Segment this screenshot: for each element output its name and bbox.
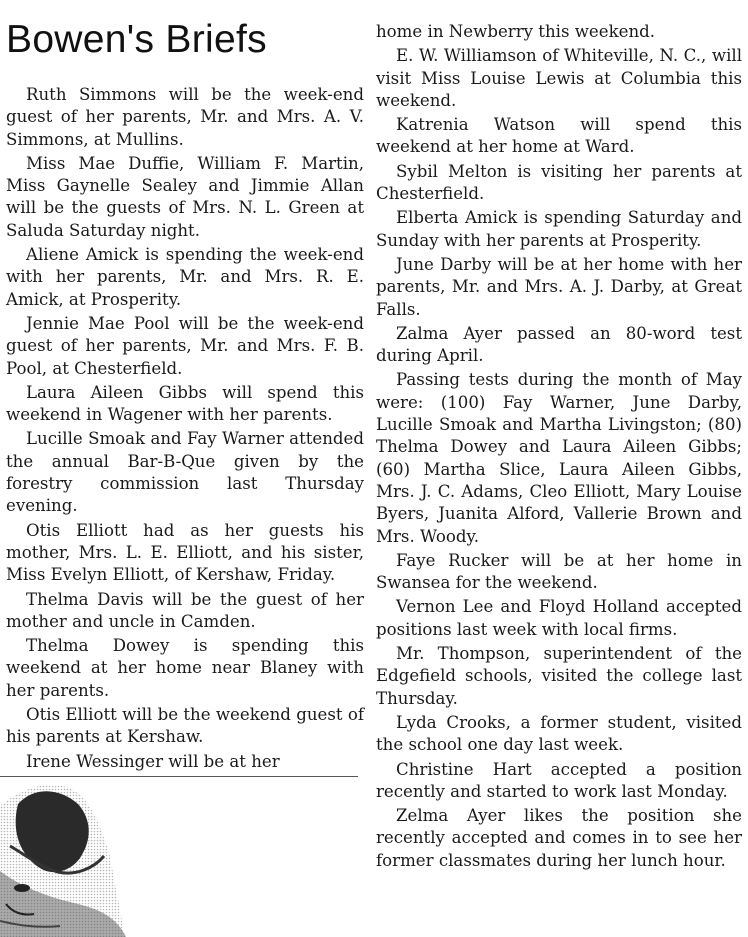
brief-paragraph: Lucille Smoak and Fay Warner attended the annual Bar-B-Que given by the forestry commission last Thursday evening.: [6, 429, 364, 516]
photo-border: [0, 776, 358, 777]
brief-paragraph: Zalma Ayer passed an 80-word test during April.: [376, 323, 742, 366]
brief-paragraph: Otis Elliott had as her guests his mother, Mrs. L. E. Elliott, and his sister, Miss Evelyn Elliott, of Kershaw, Friday.: [6, 520, 364, 585]
brief-paragraph: Lyda Crooks, a former student, visited the school one day last week.: [376, 712, 742, 755]
brief-paragraph: Jennie Mae Pool will be the week-end guest of her parents, Mr. and Mrs. F. B. Pool, at Chesterfield.: [6, 313, 364, 378]
headline: Bowen's Briefs: [6, 18, 267, 61]
portrait-image: [0, 776, 358, 937]
brief-paragraph: Zelma Ayer likes the position she recently accepted and comes in to see her former classmates during her lunch hour.: [376, 806, 742, 870]
brief-paragraph: Katrenia Watson will spend this weekend at her home at Ward.: [376, 115, 742, 157]
brief-paragraph: Christine Hart accepted a position recently and started to work last Monday.: [376, 759, 742, 801]
brief-paragraph: Ruth Simmons will be the week-end guest of her parents, Mr. and Mrs. A. V. Simmons, at Mullins.: [6, 85, 364, 149]
brief-paragraph: Irene Wessinger will be at her: [26, 751, 280, 771]
portrait-photo: [0, 776, 358, 937]
brief-paragraph: E. W. Williamson of Whiteville, N. C., will visit Miss Louise Lewis at Columbia this weekend.: [376, 46, 742, 110]
brief-paragraph: Laura Aileen Gibbs will spend this weekend in Wagener with her parents.: [6, 382, 364, 425]
brief-paragraph: Vernon Lee and Floyd Holland accepted positions last week with local firms.: [376, 597, 742, 639]
brief-paragraph: Miss Mae Duffie, William F. Martin, Miss Gaynelle Sealey and Jimmie Allan will be the guests of Mrs. N. L. Green at Saluda Saturday night.: [6, 153, 364, 240]
right-column: [376, 0, 742, 874]
brief-paragraph: June Darby will be at her home with her parents, Mr. and Mrs. A. J. Darby, at Great Falls.: [376, 254, 742, 319]
brief-paragraph: Otis Elliott will be the weekend guest of his parents at Kershaw.: [6, 705, 364, 747]
brief-paragraph: Elberta Amick is spending Saturday and Sunday with her parents at Prosperity.: [376, 208, 742, 250]
brief-paragraph: Passing tests during the month of May were: (100) Fay Warner, June Darby, Lucille Smoak and Martha Livingston; (80) Thelma Dowey and Laura Aileen Gibbs; (60) Martha Slice, Laura Aileen Gibbs, Mrs. J. C. Adams, Cleo Elliott, Mary Louise Byers, Juanita Alford, Vallerie Brown and Mrs. Woody.: [376, 370, 742, 546]
brief-paragraph: Aliene Amick is spending the week-end with her parents, Mr. and Mrs. R. E. Amick, at Prosperity.: [6, 245, 364, 309]
left-column: [6, 0, 364, 775]
brief-paragraph: Thelma Dowey is spending this weekend at her home near Blaney with her parents.: [6, 636, 364, 700]
brief-paragraph: Mr. Thompson, superintendent of the Edgefield schools, visited the college last Thursday.: [376, 644, 742, 708]
brief-paragraph: Sybil Melton is visiting her parents at Chesterfield.: [376, 161, 742, 204]
brief-paragraph: home in Newberry this weekend.: [376, 22, 656, 41]
brief-paragraph: Thelma Davis will be the guest of her mother and uncle in Camden.: [6, 589, 364, 631]
brief-paragraph: Faye Rucker will be at her home in Swansea for the weekend.: [376, 550, 742, 593]
